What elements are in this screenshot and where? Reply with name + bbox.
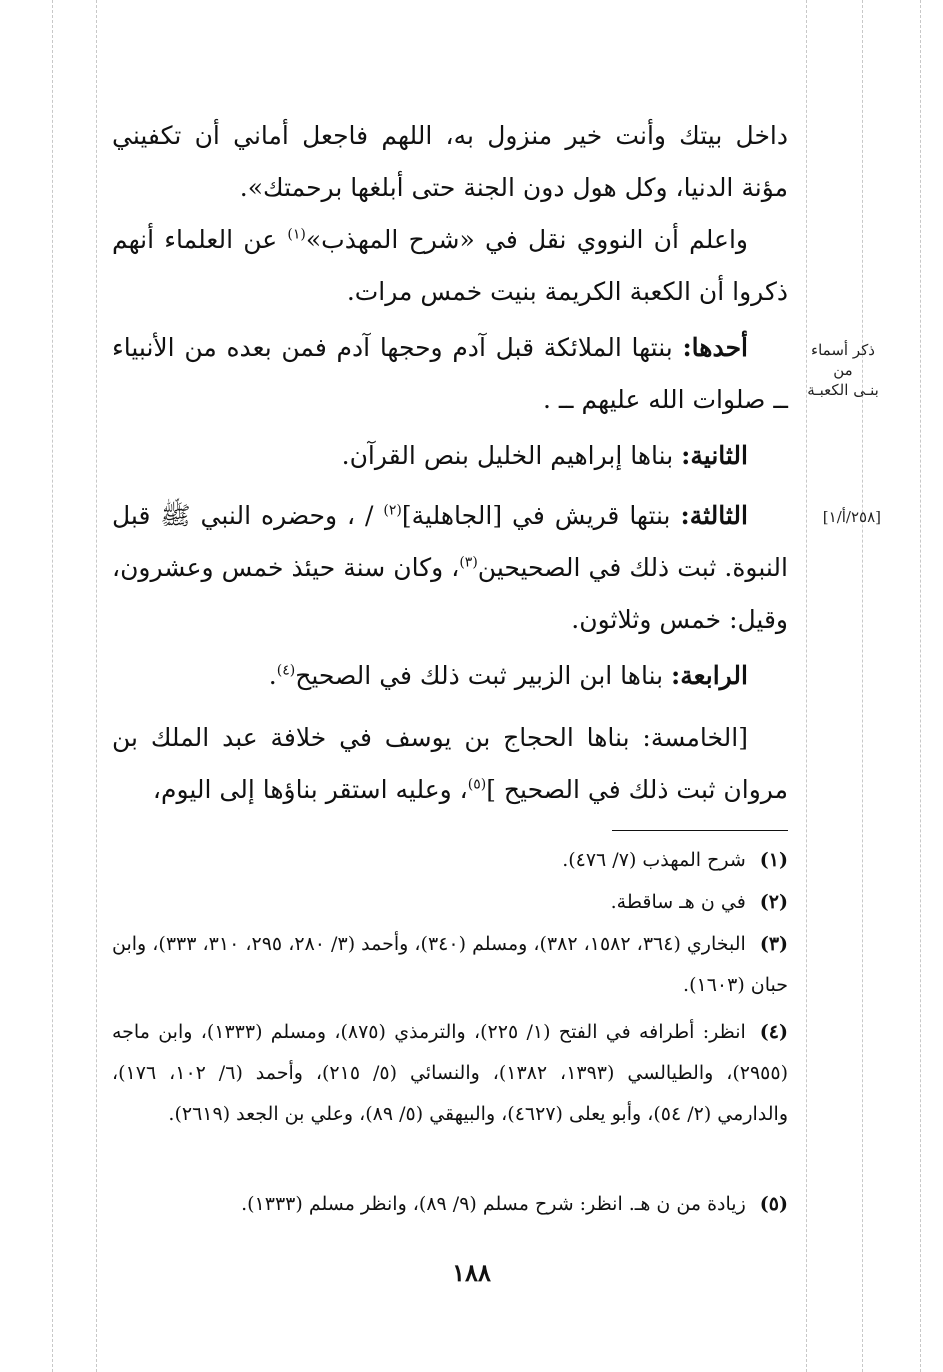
guide-line	[96, 0, 97, 1372]
item-lead: الرابعة:	[671, 661, 748, 690]
manuscript-ref: [٢٥٨/أ/١]	[822, 508, 881, 526]
paragraph-first: أحدها: بنتها الملائكة قبل آدم وحجها آدم فمن بعده من الأنبياء ــ صلوات الله عليهم ــ .	[112, 333, 788, 414]
item-lead: أحدها:	[682, 333, 748, 362]
footnote: (١)شرح المهذب (٧/ ٤٧٦).	[562, 849, 788, 871]
paragraph-second: الثانية: بناها إبراهيم الخليل بنص القرآن.	[341, 441, 748, 470]
item-lead: الثانية:	[681, 441, 748, 470]
footnote: (٤)انظر: أطرافه في الفتح (١/ ٢٢٥)، والترمذي (٨٧٥)، ومسلم (١٣٣٣)، وابن ماجه (٢٩٥٥)، والطيالسي (١٣٩٣، ١٣٨٢)، والنسائي (٥/ ٢١٥)، وأحمد (٦/ ١٠٢، ١٧٦)، والدارمي (٢/ ٥٤)، وأبو يعلى (٤٦٢٧)، والبيهقي (٥/ ٨٩)، وعلي بن الجعد (٢٦١٩).	[112, 1021, 789, 1125]
paragraph-nawawi: واعلم أن النووي نقل في «شرح المهذب»$^{(١)}$ عن العلماء أنهم ذكروا أن الكعبة الكريمة بنيت خمس مرات.	[112, 225, 788, 306]
footnote: (٥)زيادة من ن هـ. انظر: شرح مسلم (٩/ ٨٩)، وانظر مسلم (١٣٣٣).	[241, 1193, 788, 1215]
footnote-number: (٢)	[759, 891, 788, 913]
footnote-number: (٤)	[759, 1021, 788, 1043]
footnote-number: (١)	[759, 849, 788, 871]
margin-note: ذكر أسماء من بنـى الكعبـة	[807, 341, 879, 399]
footnote-number: (٥)	[759, 1193, 788, 1215]
footnote-ref[interactable]: (٣)	[459, 554, 478, 571]
footnote-ref[interactable]: (١)	[287, 226, 306, 243]
footnote-ref[interactable]: (٥)	[467, 776, 487, 793]
paragraph-third: الثالثة: بنتها قريش في [الجاهلية]$^{(٢)}$ / ، وحضره النبي ﷺ قبل النبوة. ثبت ذلك في الصحيحين$^{(٣)}$، وكان سنة حيئذ خمس وعشرون، وقيل: خمس وثلاثون.	[112, 501, 788, 634]
footnote-ref[interactable]: (٤)	[276, 662, 296, 679]
paragraph-fourth: الرابعة: بناها ابن الزبير ثبت ذلك في الصحيح$^{(٤)}$.	[268, 661, 748, 690]
footnote-separator	[612, 830, 788, 831]
guide-line	[52, 0, 53, 1372]
footnote: (٢)في ن هـ ساقطة.	[610, 891, 788, 913]
item-lead: الثالثة:	[680, 501, 748, 530]
paragraph-fifth: [الخامسة: بناها الحجاج بن يوسف في خلافة عبد الملك بن مروان ثبت ذلك في الصحيح ]$^{(٥)}$، وعليه استقر بناؤها إلى اليوم،	[112, 723, 788, 804]
footnote-number: (٣)	[759, 933, 789, 955]
footnote-ref[interactable]: (٢)	[383, 502, 402, 519]
guide-line	[920, 0, 921, 1372]
guide-line	[806, 0, 807, 1372]
footnote: (٣)البخاري (٣٦٤، ١٥٨٢، ٣٨٢)، ومسلم (٣٤٠)، وأحمد (٣/ ٢٨٠، ٢٩٥، ٣١٠، ٣٣٣)، وابن حبان (١٦٠٣).	[112, 933, 789, 996]
page-number: ١٨٨	[452, 1258, 491, 1287]
guide-line	[862, 0, 863, 1372]
paragraph-intro: داخل بيتك وأنت خير منزول به، اللهم فاجعل أماني أن تكفيني مؤنة الدنيا، وكل هول دون الجنة حتى أبلغها برحمتك».	[112, 121, 788, 202]
